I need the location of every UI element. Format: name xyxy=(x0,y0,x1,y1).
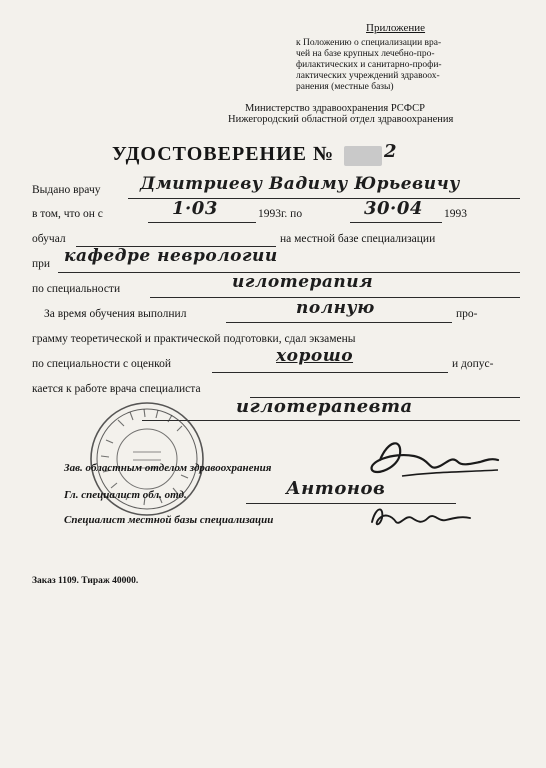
recipient-name: Дмитриеву Вадиму Юрьевичу xyxy=(140,174,460,194)
number-handwritten: 2 xyxy=(384,141,398,162)
year-mid: 1993г. по xyxy=(258,208,303,220)
period-suffix: про- xyxy=(456,308,478,320)
at-label: при xyxy=(32,258,51,270)
base-signature-label: Специалист местной базы специализации xyxy=(64,514,274,526)
appendix-line: филактических и санитарно-профи- xyxy=(296,60,442,70)
admitted-line: кается к работе врача специалиста xyxy=(32,383,201,395)
trained-suffix: на местной базе специализации xyxy=(280,233,436,245)
trained-label: обучал xyxy=(32,233,66,245)
appendix-line: к Положению о специализации вра- xyxy=(296,38,442,48)
redacted-number xyxy=(344,146,382,166)
grade-value: хорошо xyxy=(276,346,354,366)
print-order-footer: Заказ 1109. Тираж 40000. xyxy=(32,576,139,586)
date-from: 1·03 xyxy=(172,198,218,219)
underline xyxy=(350,222,442,223)
year-end: 1993 xyxy=(444,208,467,220)
appendix-line: ранения (местные базы) xyxy=(296,82,394,92)
underline xyxy=(212,372,448,373)
ministry-line: Министерство здравоохранения РСФСР xyxy=(245,103,425,114)
admitted-value: иглотерапевта xyxy=(236,396,413,417)
appendix-title: Приложение xyxy=(366,22,426,34)
program-value: полную xyxy=(296,298,375,318)
underline xyxy=(148,222,256,223)
base-signature xyxy=(366,500,476,534)
appendix-line: лактических учреждений здравоох- xyxy=(296,71,440,81)
grade-suffix: и допус- xyxy=(452,358,494,370)
period-intro: в том, что он с xyxy=(32,208,103,220)
period-label: За время обучения выполнил xyxy=(44,308,187,320)
chief-signature: Антонов xyxy=(286,478,386,499)
department-line: Нижегородский областной отдел здравоохранения xyxy=(228,114,454,125)
program-line: грамму теоретической и практической подготовки, сдал экзамены xyxy=(32,333,356,345)
specialty-value: иглотерапия xyxy=(232,272,374,292)
appendix-line: чей на базе крупных лечебно-про- xyxy=(296,49,435,59)
underline xyxy=(226,322,452,323)
issued-label: Выдано врачу xyxy=(32,184,101,196)
specialty-label: по специальности xyxy=(32,283,121,295)
date-to: 30·04 xyxy=(364,198,423,219)
head-signature-label: Зав. областным отделом здравоохранения xyxy=(64,462,272,474)
document-title: УДОСТОВЕРЕНИЕ № xyxy=(112,143,335,165)
grade-label: по специальности с оценкой xyxy=(32,358,172,370)
department-value: кафедре неврологии xyxy=(64,246,278,266)
chief-signature-label: Гл. специалист обл. отд. xyxy=(64,489,187,501)
